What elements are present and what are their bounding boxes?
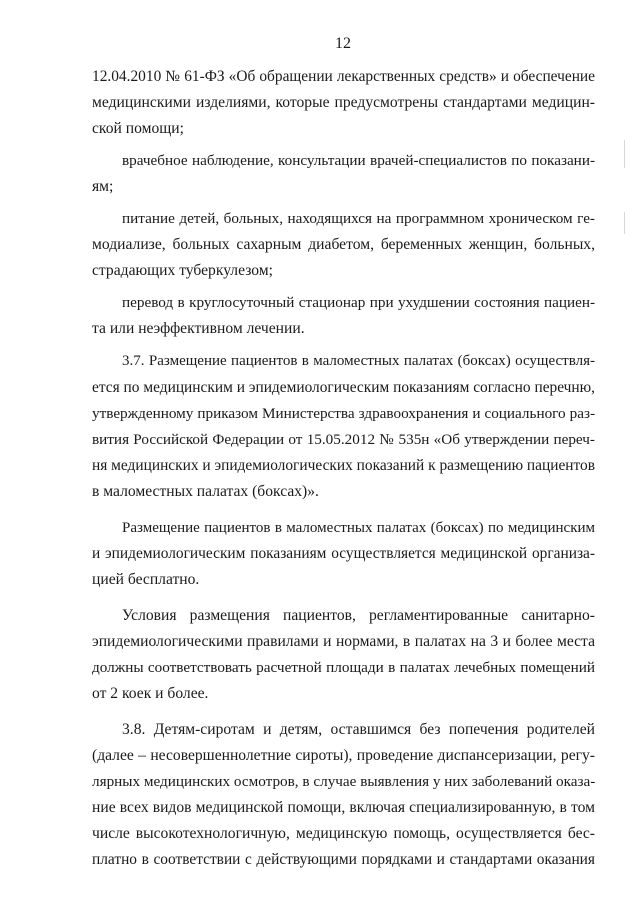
document-body [92,64,595,873]
text-line: ние всех видов медицинской помощи, включая специализированную, в том [92,799,595,817]
paragraph-gap [92,707,595,717]
text-line: ется по медицинским и эпидемиологическим показаниям согласно перечню, [92,378,595,396]
text-line: платно в соответствии с действующими порядками и стандартами оказания [92,851,595,869]
text-line: должны соответствовать расчетной площади в палатах лечебных помещений [92,658,595,676]
text-line: числе высокотехнологичную, медицинскую помощь, осуществляется бес- [92,825,595,843]
text-line: врачебное наблюдение, консультации врачей-специалистов по показани- [122,152,595,170]
text-line: 3.8. Детям-сиротам и детям, оставшимся без попечения родителей [122,721,595,739]
text-line: ня медицинских и эпидемиологических показаний к размещению пациентов [92,456,596,474]
text-line: страдающих туберкулезом; [92,262,273,280]
text-line: Размещение пациентов в маломестных палатах (боксах) по медицинским [122,519,595,536]
paragraph-gap [92,505,595,515]
text-line: вития Российской Федерации от 15.05.2012 № 535н «Об утверждении переч- [92,430,595,448]
text-line: (далее – несовершеннолетние сироты), проведение диспансеризации, регу- [92,747,595,765]
text-line: ской помощи; [92,120,184,138]
scan-edge-mark [624,212,625,234]
text-line: 12.04.2010 № 61-ФЗ «Об обращении лекарственных средств» и обеспечение [92,68,595,85]
text-line: та или неэффективном лечении. [92,320,305,338]
text-line: медицинскими изделиями, которые предусмотрены стандартами медицин- [92,94,595,112]
text-line: эпидемиологическими правилами и нормами, в палатах на 3 и более места [92,632,595,650]
text-line: и эпидемиологическим показаниям осуществляется медицинской организа- [92,544,595,562]
text-line: ям; [92,178,114,196]
text-line: питание детей, больных, находящихся на программном хроническом ге- [122,210,595,228]
text-line: лярных медицинских осмотров, в случае выявления у них заболеваний оказа- [92,773,596,791]
page-number: 12 [335,35,351,52]
text-line: 3.7. Размещение пациентов в маломестных палатах (боксах) осуществля- [122,353,595,370]
scan-edge-mark [624,140,625,168]
text-line: утвержденному приказом Министерства здравоохранения и социального раз- [92,404,595,422]
text-line: цией бесплатно. [92,570,200,588]
text-line: Условия размещения пациентов, регламентированные санитарно- [122,606,595,624]
text-line: от 2 коек и более. [92,685,209,703]
text-line: в маломестных палатах (боксах)». [92,482,319,500]
text-line: перевод в круглосуточный стационар при ухудшении состояния пациен- [122,294,595,312]
paragraph-gap [92,593,595,603]
text-line: модиализе, больных сахарным диабетом, беременных женщин, больных, [92,236,595,254]
